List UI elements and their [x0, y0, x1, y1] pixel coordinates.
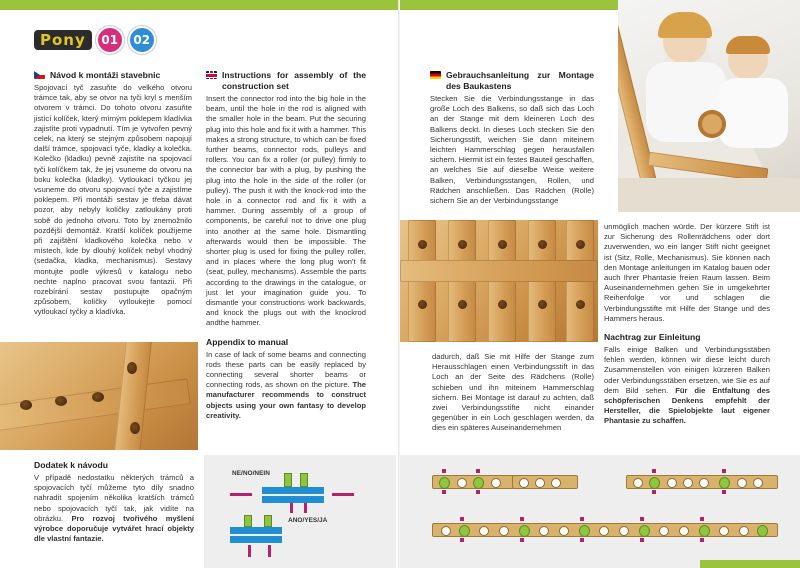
- diagram-hole: [535, 478, 545, 488]
- photo-floor: [618, 178, 800, 212]
- german-instructions: [430, 70, 594, 206]
- diagram-pin: [268, 545, 271, 557]
- right-page: [400, 0, 800, 568]
- english-appendix-bold: The manufacturer recommends to construct objects using your own fantasy to develop creativity.: [206, 380, 366, 420]
- diagram-hole: [441, 526, 451, 536]
- photo-hole: [55, 396, 67, 406]
- diagram-pin: [460, 538, 464, 542]
- english-appendix-body: In case of lack of some beams and connecting rods these parts can be easily replaced by connecting several shorter beams or connecting rods, as shown on the picture.: [206, 349, 366, 390]
- diagram-pin: [652, 469, 656, 473]
- diagram-hole: [519, 478, 529, 488]
- diagram-rod-hole: [439, 477, 450, 489]
- czech-addendum-heading: Dodatek k návodu: [34, 460, 109, 470]
- logo-text: Pony: [34, 30, 92, 50]
- czech-addendum-bold: Pro rozvoj tvořivého myšlení výrobce doporučuje vytvářet hrací objekty dle vlastní fantazie.: [34, 513, 194, 544]
- diagram-rod: [300, 473, 308, 487]
- diagram-hole: [739, 526, 749, 536]
- german-flag-icon: [430, 71, 441, 79]
- uk-flag-icon: [206, 71, 217, 79]
- diagram-beam: [262, 487, 324, 494]
- diagram-pin: [230, 493, 252, 496]
- czech-flag-icon: [34, 71, 45, 79]
- diagram-pin: [580, 517, 584, 521]
- german-body-part2: dadurch, daß Sie mit Hilfe der Stange zum Herausschlagen einen Verbindungsstift in das Loch an der Seite des Rädchens (Rolle) schieben und ihn miteinem Hammerschlag sichern. Bei Montage ist darauf zu achten, daß zwei Verbindungsstifte nicht einander gegenüber in ein Loch geschlagen werden, da dies ein späteres Auseinandernehmen: [432, 352, 594, 433]
- diagram-rod-hole: [519, 525, 530, 537]
- diagram-beam: [432, 475, 514, 489]
- diagram-rod: [284, 473, 292, 487]
- diagram-pin: [700, 517, 704, 521]
- diagram-rod-hole: [473, 477, 484, 489]
- diagram-beam: [512, 475, 578, 489]
- page-badge-02: 02: [128, 26, 156, 54]
- diagram-hole: [599, 526, 609, 536]
- photo-hole: [576, 240, 585, 249]
- german-addendum-body: Falls einige Balken und Verbindungsstäben fehlen werden, können wir diese leicht durch Zusammenstellen von einigen kürzeren Balken oder Verbindungsstäben ersetzen, wie Sie es auf dem Bild sehen.: [604, 345, 770, 395]
- german-body-part1: Stecken Sie die Verbindungsstange in das große Loch des Balkens, so daß sich das Loch an der Stange mit dem kleineren Loch des Balkens deckt. In dieses Loch stecken Sie den Sicherungsstift, weichen Sie dann miteinem leichten Hammerschlag gegen herausfallen sichern. Hiermit ist ein festes Bauteil geschaffen, an welches Sie auf dieselbe Weise weitere Balken, Verbindungsstangen, Rollen, und Rädchen anschließen. Das Rädchen (Rolle) sichern Sie an der Verbindungsstange: [430, 94, 594, 206]
- photo-hole: [458, 300, 467, 309]
- english-instructions: [206, 70, 366, 421]
- diagram-beam: [230, 527, 282, 534]
- brand-logo: [34, 26, 156, 54]
- diagram-pin: [332, 493, 354, 496]
- diagram-pin: [290, 503, 293, 513]
- diagram-hole: [559, 526, 569, 536]
- diagram-label-no: NE/NO/NEIN: [232, 470, 270, 477]
- german-body-part3: unmöglich machen würde. Der kürzere Stift ist zur Sicherung des Rollenrädchens oder dort zuverwenden, wo ein langer Stift nicht geeignet ist (Sitz, Rolle, Mechanismus). Sie können nach den Montage anleitungen im Katalog bauen oder auch Ihrer Phantasie freien Raum lassen. Beim Auseinandernehmen gehen Sie in umgekehrter Reihenfolge vor und schlagen die Verbindungsstifte mit Hilfe der Stange und des Hammers heraus.: [604, 222, 770, 323]
- diagram-pin: [304, 503, 307, 513]
- german-addendum-heading: Nachtrag zur Einleitung: [604, 332, 701, 343]
- czech-addendum-body: V případě nedostatku některých trámců a spojovacích tyčí můžeme tyto díly snadno nahradit spojením několika kratších trámců nebo spojovacích tyčí tak, jak vidíte na obrázku.: [34, 473, 194, 523]
- diagram-rod-hole: [639, 525, 650, 537]
- diagram-hole: [699, 478, 709, 488]
- diagram-hole: [499, 526, 509, 536]
- diagram-pin: [580, 538, 584, 542]
- diagram-hole: [667, 478, 677, 488]
- diagram-rod-hole: [649, 477, 660, 489]
- photo-hole: [127, 362, 137, 374]
- wooden-construction-photo-left: [0, 342, 198, 450]
- diagram-hole: [457, 478, 467, 488]
- photo-hole: [92, 392, 104, 402]
- photo-beam: [400, 260, 598, 282]
- english-heading: Instructions for assembly of the construction set: [222, 70, 366, 91]
- diagram-pin: [520, 517, 524, 521]
- diagram-hole: [491, 478, 501, 488]
- diagram-rod-hole: [699, 525, 710, 537]
- assembly-diagram-right: [400, 455, 800, 568]
- diagram-hole: [551, 478, 561, 488]
- children-playing-photo: [618, 0, 800, 212]
- assembly-diagram-left: [204, 455, 396, 568]
- diagram-pin: [640, 517, 644, 521]
- diagram-hole: [737, 478, 747, 488]
- czech-body: Spojovací tyč zasuňte do velkého otvoru trámce tak, aby se otvor na tyči kryl s menším otvorem v trámci. Do tohoto otvoru zasuňte jistící kolíček, který mírným poklepem kladívka zajistíte proti vypadnutí. Tím je vytvořen pevný celek, na který se stejným způsobem napojují další trámce, spojovací tyče, kladky a kolečka. Kolečko (kladku) pevně zajistíte na spojovací tyči kolíčkem tak, že jej vsuneme do otvoru na boku kolečka (kladky). Vytloukací tyčkou jej vsuneme do otvoru spojovací tyče a zajistíme poklepem. Při montáži sestav je třeba dávat pozor, aby nebyly kolíčky zatloukány proti sobě do jednoho otvoru. Toto by znemožnilo pozdější demontáž. Kratší kolíček použijeme při zajištění kladkového kolečka nebo v místech, kde by dlouhý kolíček nebyl vhodný (sedačka, kladka, mechanismus). Sestavy montujte podle výkresů v katalogu nebo nechte naplno pracovat svou fantazii. Při rozebírání sestav postupujte opačným způsobem, kolíčky vytloukejte pomocí vytloukací tyčky a kladívka.: [34, 83, 192, 317]
- english-body: Insert the connector rod into the big hole in the beam, until the hole in the rod is aligned with the smaller hole in the beam. Put the securing plug into this hole and fix it with a hammer. This makes a strong structure, to which can be fixed further beams, connector rods, pulleys and rollers. You can fix a roller (or pulley) firmly to the connector bar with a plug, by pushing the plug into the hole in the side of the roller (or pulley). The push it with the knock-rod into the hole in a connector rod and fix it with a hammer. During assembly of a group of components, be careful not to drive one plug into another at the same hole. Dismantling afterwards would then be impossible. The shorter plug is used for fixing the pulley roller, and in places where the long plug won't fit (seat, pulley, mechanisms). Assemble the parts according to the drawings in the catalogue, or just let your imagination guide you. To dismantle your constructions work backwards, and knock the plugs out with the knockrod andthe hammer.: [206, 94, 366, 328]
- photo-hole: [576, 300, 585, 309]
- photo-hole: [418, 240, 427, 249]
- diagram-hole: [479, 526, 489, 536]
- diagram-pin: [476, 490, 480, 494]
- photo-hole: [498, 240, 507, 249]
- diagram-pin: [520, 538, 524, 542]
- photo-wheel: [698, 110, 726, 138]
- diagram-beam: [230, 536, 282, 543]
- diagram-beam: [626, 475, 778, 489]
- top-green-band: [0, 0, 400, 10]
- diagram-beam: [262, 496, 324, 503]
- photo-hole: [418, 300, 427, 309]
- czech-addendum: [34, 460, 194, 544]
- diagram-hole: [683, 478, 693, 488]
- diagram-hole: [679, 526, 689, 536]
- diagram-pin: [652, 490, 656, 494]
- diagram-pin: [460, 517, 464, 521]
- czech-heading: Návod k montáži stavebnic: [50, 70, 161, 80]
- diagram-pin: [476, 469, 480, 473]
- diagram-rod-hole: [579, 525, 590, 537]
- german-addendum-bold: Für die Entfaltung des schöpferischen Denkens empfehlt der Hersteller, die Spielobjekte laut eigener Phantasie zu schaffen.: [604, 385, 770, 426]
- diagram-pin: [248, 545, 251, 557]
- diagram-pin: [722, 490, 726, 494]
- wooden-beams-photo: [400, 220, 598, 342]
- diagram-beam: [432, 523, 778, 537]
- photo-hole: [20, 400, 32, 410]
- photo-hole: [458, 240, 467, 249]
- diagram-hole: [619, 526, 629, 536]
- diagram-hole: [539, 526, 549, 536]
- diagram-pin: [442, 469, 446, 473]
- german-instructions-continued: [432, 352, 594, 434]
- german-instructions-right: [604, 222, 770, 427]
- diagram-pin: [442, 490, 446, 494]
- german-heading: Gebrauchsanleitung zur Montage des Baukastens: [446, 70, 594, 91]
- diagram-hole: [659, 526, 669, 536]
- photo-hole: [538, 300, 547, 309]
- diagram-pin: [640, 538, 644, 542]
- photo-child-shirt: [718, 78, 788, 148]
- diagram-pin: [722, 469, 726, 473]
- photo-child-hair: [726, 36, 770, 54]
- diagram-rod-hole: [459, 525, 470, 537]
- diagram-label-yes: ANO/YES/JA: [288, 517, 328, 524]
- photo-hole: [538, 240, 547, 249]
- diagram-hole: [753, 478, 763, 488]
- diagram-pin: [700, 538, 704, 542]
- diagram-rod-hole: [719, 477, 730, 489]
- diagram-rod: [244, 515, 252, 527]
- page-badge-01: 01: [96, 26, 124, 54]
- english-appendix-heading: Appendix to manual: [206, 336, 289, 347]
- czech-instructions: [34, 70, 192, 318]
- diagram-hole: [633, 478, 643, 488]
- photo-hole: [130, 422, 140, 434]
- bottom-green-band: [700, 560, 800, 568]
- diagram-rod-hole: [757, 525, 768, 537]
- photo-hole: [498, 300, 507, 309]
- diagram-rod: [264, 515, 272, 527]
- diagram-hole: [719, 526, 729, 536]
